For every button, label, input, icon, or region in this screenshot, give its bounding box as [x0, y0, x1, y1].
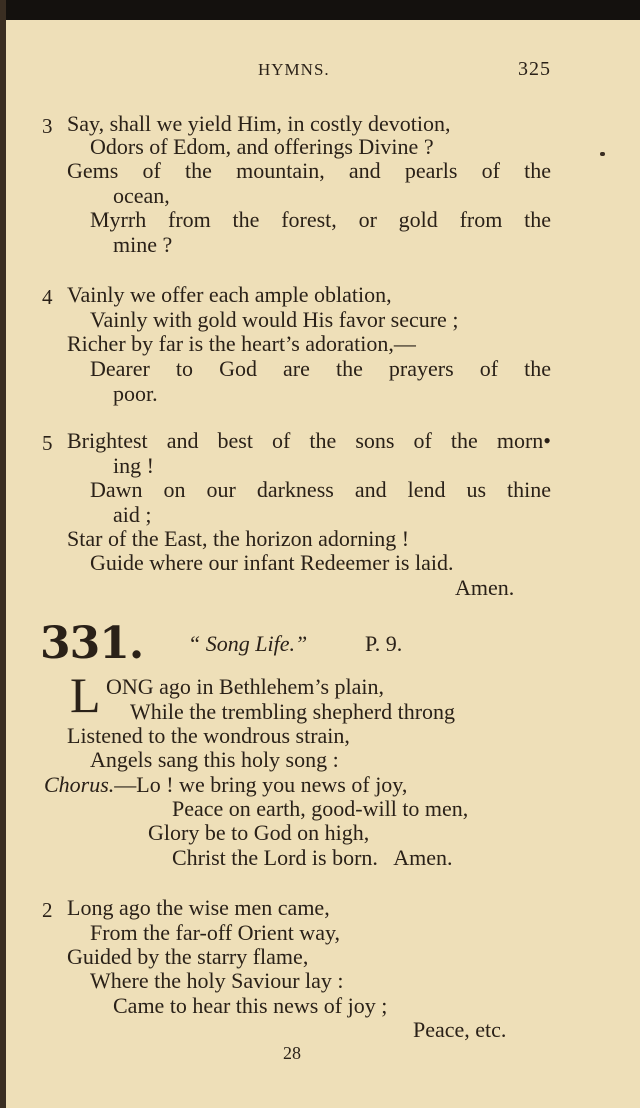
- verse-line: Vainly with gold would His favor secure ;: [90, 307, 459, 332]
- drop-cap: L: [70, 667, 101, 723]
- verse-line: Dawn on our darkness and lend us thine: [90, 477, 551, 502]
- verse-line: ONG ago in Bethlehem’s plain,: [106, 674, 385, 699]
- page-reference: P. 9.: [365, 631, 403, 656]
- verse-line: Vainly we offer each ample oblation,: [67, 282, 392, 307]
- stanza-number: 5: [42, 431, 53, 455]
- stanza-number: 3: [42, 114, 53, 138]
- verse-line: ing !: [113, 453, 154, 478]
- verse-line: Odors of Edom, and offerings Divine ?: [90, 134, 434, 159]
- verse-line: While the trembling shepherd throng: [130, 699, 456, 724]
- verse-line: ocean,: [113, 183, 170, 208]
- verse-line: aid ;: [113, 502, 152, 527]
- amen: Amen.: [455, 575, 515, 600]
- verse-line: Star of the East, the horizon adorning !: [67, 526, 410, 551]
- verse-line: Where the holy Saviour lay :: [90, 968, 344, 993]
- verse-line: poor.: [113, 381, 158, 406]
- verse-line: Angels sang this holy song :: [90, 747, 339, 772]
- verse-line: Myrrh from the forest, or gold from the: [90, 207, 551, 232]
- verse-line: Guide where our infant Redeemer is laid.: [90, 550, 454, 575]
- stanza-number: 4: [42, 285, 53, 309]
- verse-line: Say, shall we yield Him, in costly devotion,: [67, 111, 451, 136]
- chorus-line: Glory be to God on high,: [148, 820, 370, 845]
- verse-line: Gems of the mountain, and pearls of the: [67, 158, 551, 183]
- signature-mark: 28: [283, 1043, 301, 1063]
- chorus-label: Chorus.: [44, 772, 115, 797]
- verse-line: Came to hear this news of joy ;: [113, 993, 388, 1018]
- chorus-line: Christ the Lord is born. Amen.: [172, 845, 453, 870]
- chorus-text: —Lo ! we bring you news of joy,: [114, 772, 408, 797]
- verse-line: Long ago the wise men came,: [67, 895, 330, 920]
- verse-line: From the far-off Orient way,: [90, 920, 341, 945]
- verse-line: mine ?: [113, 232, 173, 257]
- hymn-number: 331.: [40, 618, 144, 669]
- verse-line: Brightest and best of the sons of the morn•: [67, 428, 551, 453]
- chorus-line: Peace on earth, good-will to men,: [172, 796, 469, 821]
- ink-speck: [600, 152, 605, 156]
- verse-line: Dearer to God are the prayers of the: [90, 356, 551, 381]
- verse-line: Listened to the wondrous strain,: [67, 723, 350, 748]
- verse-line: Peace, etc.: [413, 1017, 507, 1042]
- page-number: 325: [518, 58, 551, 80]
- tune-name: [188, 631, 307, 657]
- scan-top-border: [0, 0, 640, 20]
- chorus-line: [44, 772, 407, 798]
- verse-line: Richer by far is the heart’s adoration,—: [67, 331, 416, 356]
- running-head: HYMNS.: [258, 60, 330, 79]
- stanza-number: 2: [42, 898, 53, 922]
- scan-left-border: [0, 0, 6, 1108]
- verse-line: Guided by the starry flame,: [67, 944, 309, 969]
- tune-name-text: “ Song Life.”: [188, 631, 308, 656]
